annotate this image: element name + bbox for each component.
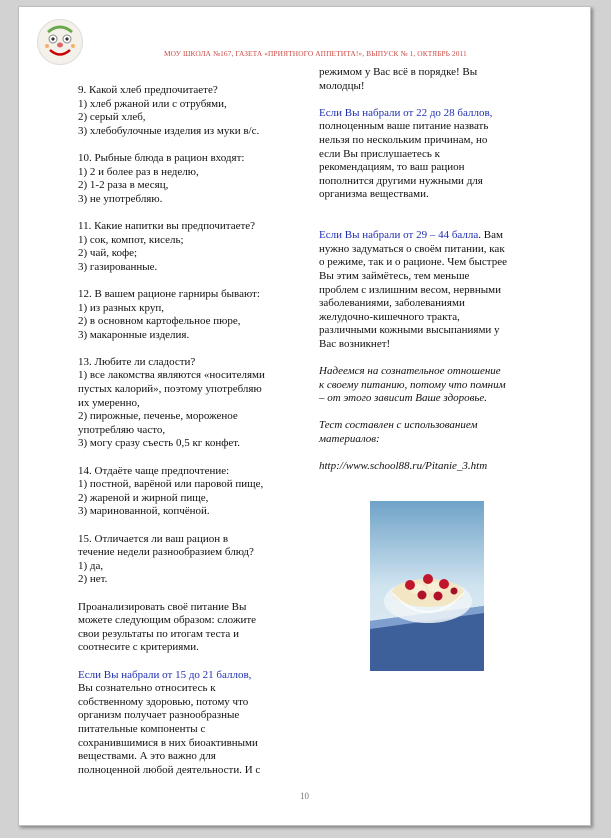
result1-line: организм получает разнообразные — [78, 709, 240, 722]
result2-line: организма веществами. — [319, 188, 429, 201]
answer-line: 2) чай, кофе; — [78, 247, 138, 260]
answer-line: 1) постной, варёной или паровой пище, — [78, 478, 264, 491]
right-column — [319, 66, 539, 474]
result2-heading: Если Вы набрали от 22 до 28 баллов, — [319, 106, 493, 119]
newspaper-header: МОУ ШКОЛА №167, ГАЗЕТА «ПРИЯТНОГО АППЕТИТА!», ВЫПУСК № 1, ОКТЯБРЬ 2011 — [164, 49, 467, 58]
result3-line: о режиме, так и о рационе. Чем быстрее — [319, 256, 508, 269]
result3-heading: Если Вы набрали от 29 – 44 балла — [319, 229, 479, 242]
closing-line: Надеемся на сознательное отношение — [319, 365, 501, 378]
page-number: 10 — [300, 791, 309, 801]
result3-heading-tail: . Вам — [478, 229, 503, 242]
question-11: 11. Какие напитки вы предпочитаете? — [78, 219, 256, 232]
question-9: 9. Какой хлеб предпочитаете? — [78, 84, 218, 96]
result1-line: питательные компоненты с — [78, 722, 206, 735]
result2-line: пополнится другими нужными для — [319, 174, 483, 187]
question-12: 12. В вашем рационе гарниры бывают: — [78, 287, 260, 300]
result3-body — [319, 243, 539, 352]
answer-line: 2) серый хлеб, — [78, 111, 146, 124]
result2-line: нельзя по нескольким причинам, но — [319, 133, 488, 146]
result3-line: заболеваниями, заболеваниями — [319, 297, 465, 310]
analyze-line: Проанализировать своё питание Вы — [78, 600, 247, 613]
closing-line: – от этого зависит Ваше здоровье. — [319, 392, 488, 405]
result3-line: различными кожными высыпаниями у — [319, 324, 500, 337]
result1-line: режимом у Вас всё в порядке! Вы — [319, 66, 478, 78]
result1-line: собственному здоровью, потому что — [78, 695, 249, 708]
result2-line: рекомендациям, то ваш рацион — [319, 161, 465, 174]
result1-heading: Если Вы набрали от 15 до 21 баллов, — [78, 668, 252, 681]
answer-line: 3) газированные. — [78, 260, 158, 273]
answer-line: пустых калорий», поэтому употребляю — [78, 383, 262, 396]
result3-line: нужно задуматься о своём питании, как — [319, 242, 505, 255]
answer-line: 2) нет. — [78, 573, 108, 586]
result1-continued — [319, 66, 539, 93]
answer-line: 2) жареной и жирной пище, — [78, 491, 209, 504]
answer-line: 3) могу сразу съесть 0,5 кг конфет. — [78, 437, 240, 450]
answer-line: 3) макаронные изделия. — [78, 328, 190, 341]
result3-line: Вас возникнет! — [319, 337, 391, 350]
closing-note — [319, 365, 539, 406]
answer-line: 1) из разных круп, — [78, 301, 164, 314]
result2-body — [319, 120, 539, 202]
result2-line: полноценным ваше питание назвать — [319, 120, 489, 133]
result3-line: желудочно-кишечного тракта, — [319, 310, 460, 323]
result3-first-line — [319, 229, 539, 243]
result3-line: Вы этим займётесь, тем меньше — [319, 269, 470, 282]
analyze-line: соотнесите с критериями. — [78, 641, 199, 654]
document-page — [18, 6, 591, 826]
answer-line: 3) хлебобулочные изделия из муки в/с. — [78, 124, 260, 137]
analyze-line: можете следующим образом: сложите — [78, 614, 257, 627]
result1-line: полноценной любой деятельности. И с — [78, 763, 261, 776]
smiley-logo-icon — [37, 19, 83, 65]
result1-line: Вы сознательно относитесь к — [78, 682, 216, 695]
question-13: 13. Любите ли сладости? — [78, 355, 196, 368]
answer-line: их умеренно, — [78, 396, 140, 409]
question-15: 15. Отличается ли ваш рацион в — [78, 532, 229, 545]
source-url[interactable]: http://www.school88.ru/Pitanie_3.htm — [319, 460, 488, 473]
answer-line: 1) хлеб ржаной или с отрубями, — [78, 97, 227, 110]
question-14: 14. Отдаёте чаще предпочтение: — [78, 464, 230, 477]
answer-line: 3) маринованной, копчёной. — [78, 505, 210, 518]
left-column — [78, 84, 303, 777]
question-10: 10. Рыбные блюда в рацион входят: — [78, 151, 245, 164]
source-note — [319, 419, 539, 446]
source-line: Тест составлен с использованием — [319, 419, 478, 432]
answer-line: 2) пирожные, печенье, мороженое — [78, 410, 238, 423]
result1-line: сохранившимися в них биоактивными — [78, 736, 258, 749]
result1-line: молодцы! — [319, 79, 365, 92]
answer-line: 1) сок, компот, кисель; — [78, 233, 184, 246]
answer-line: 2) в основном картофельное пюре, — [78, 315, 241, 328]
answer-line: 3) не употребляю. — [78, 192, 163, 205]
result2-line: если Вы прислушаетесь к — [319, 147, 440, 160]
answer-line: 1) все лакомства являются «носителями — [78, 369, 265, 382]
closing-line: к своему питанию, потому что помним — [319, 378, 506, 391]
answer-line: 2) 1-2 раза в месяц, — [78, 179, 169, 192]
dessert-photo — [370, 501, 484, 671]
answer-line: течение недели разнообразием блюд? — [78, 546, 254, 559]
result3-line: проблем с излишним весом, нервными — [319, 283, 501, 296]
answer-line: 1) 2 и более раз в неделю, — [78, 165, 199, 178]
answer-line: употребляю часто, — [78, 423, 166, 436]
result1-line: веществами. А это важно для — [78, 750, 216, 763]
analyze-line: свои результаты по итогам теста и — [78, 627, 239, 640]
source-line: материалов: — [319, 433, 380, 446]
answer-line: 1) да, — [78, 559, 104, 572]
